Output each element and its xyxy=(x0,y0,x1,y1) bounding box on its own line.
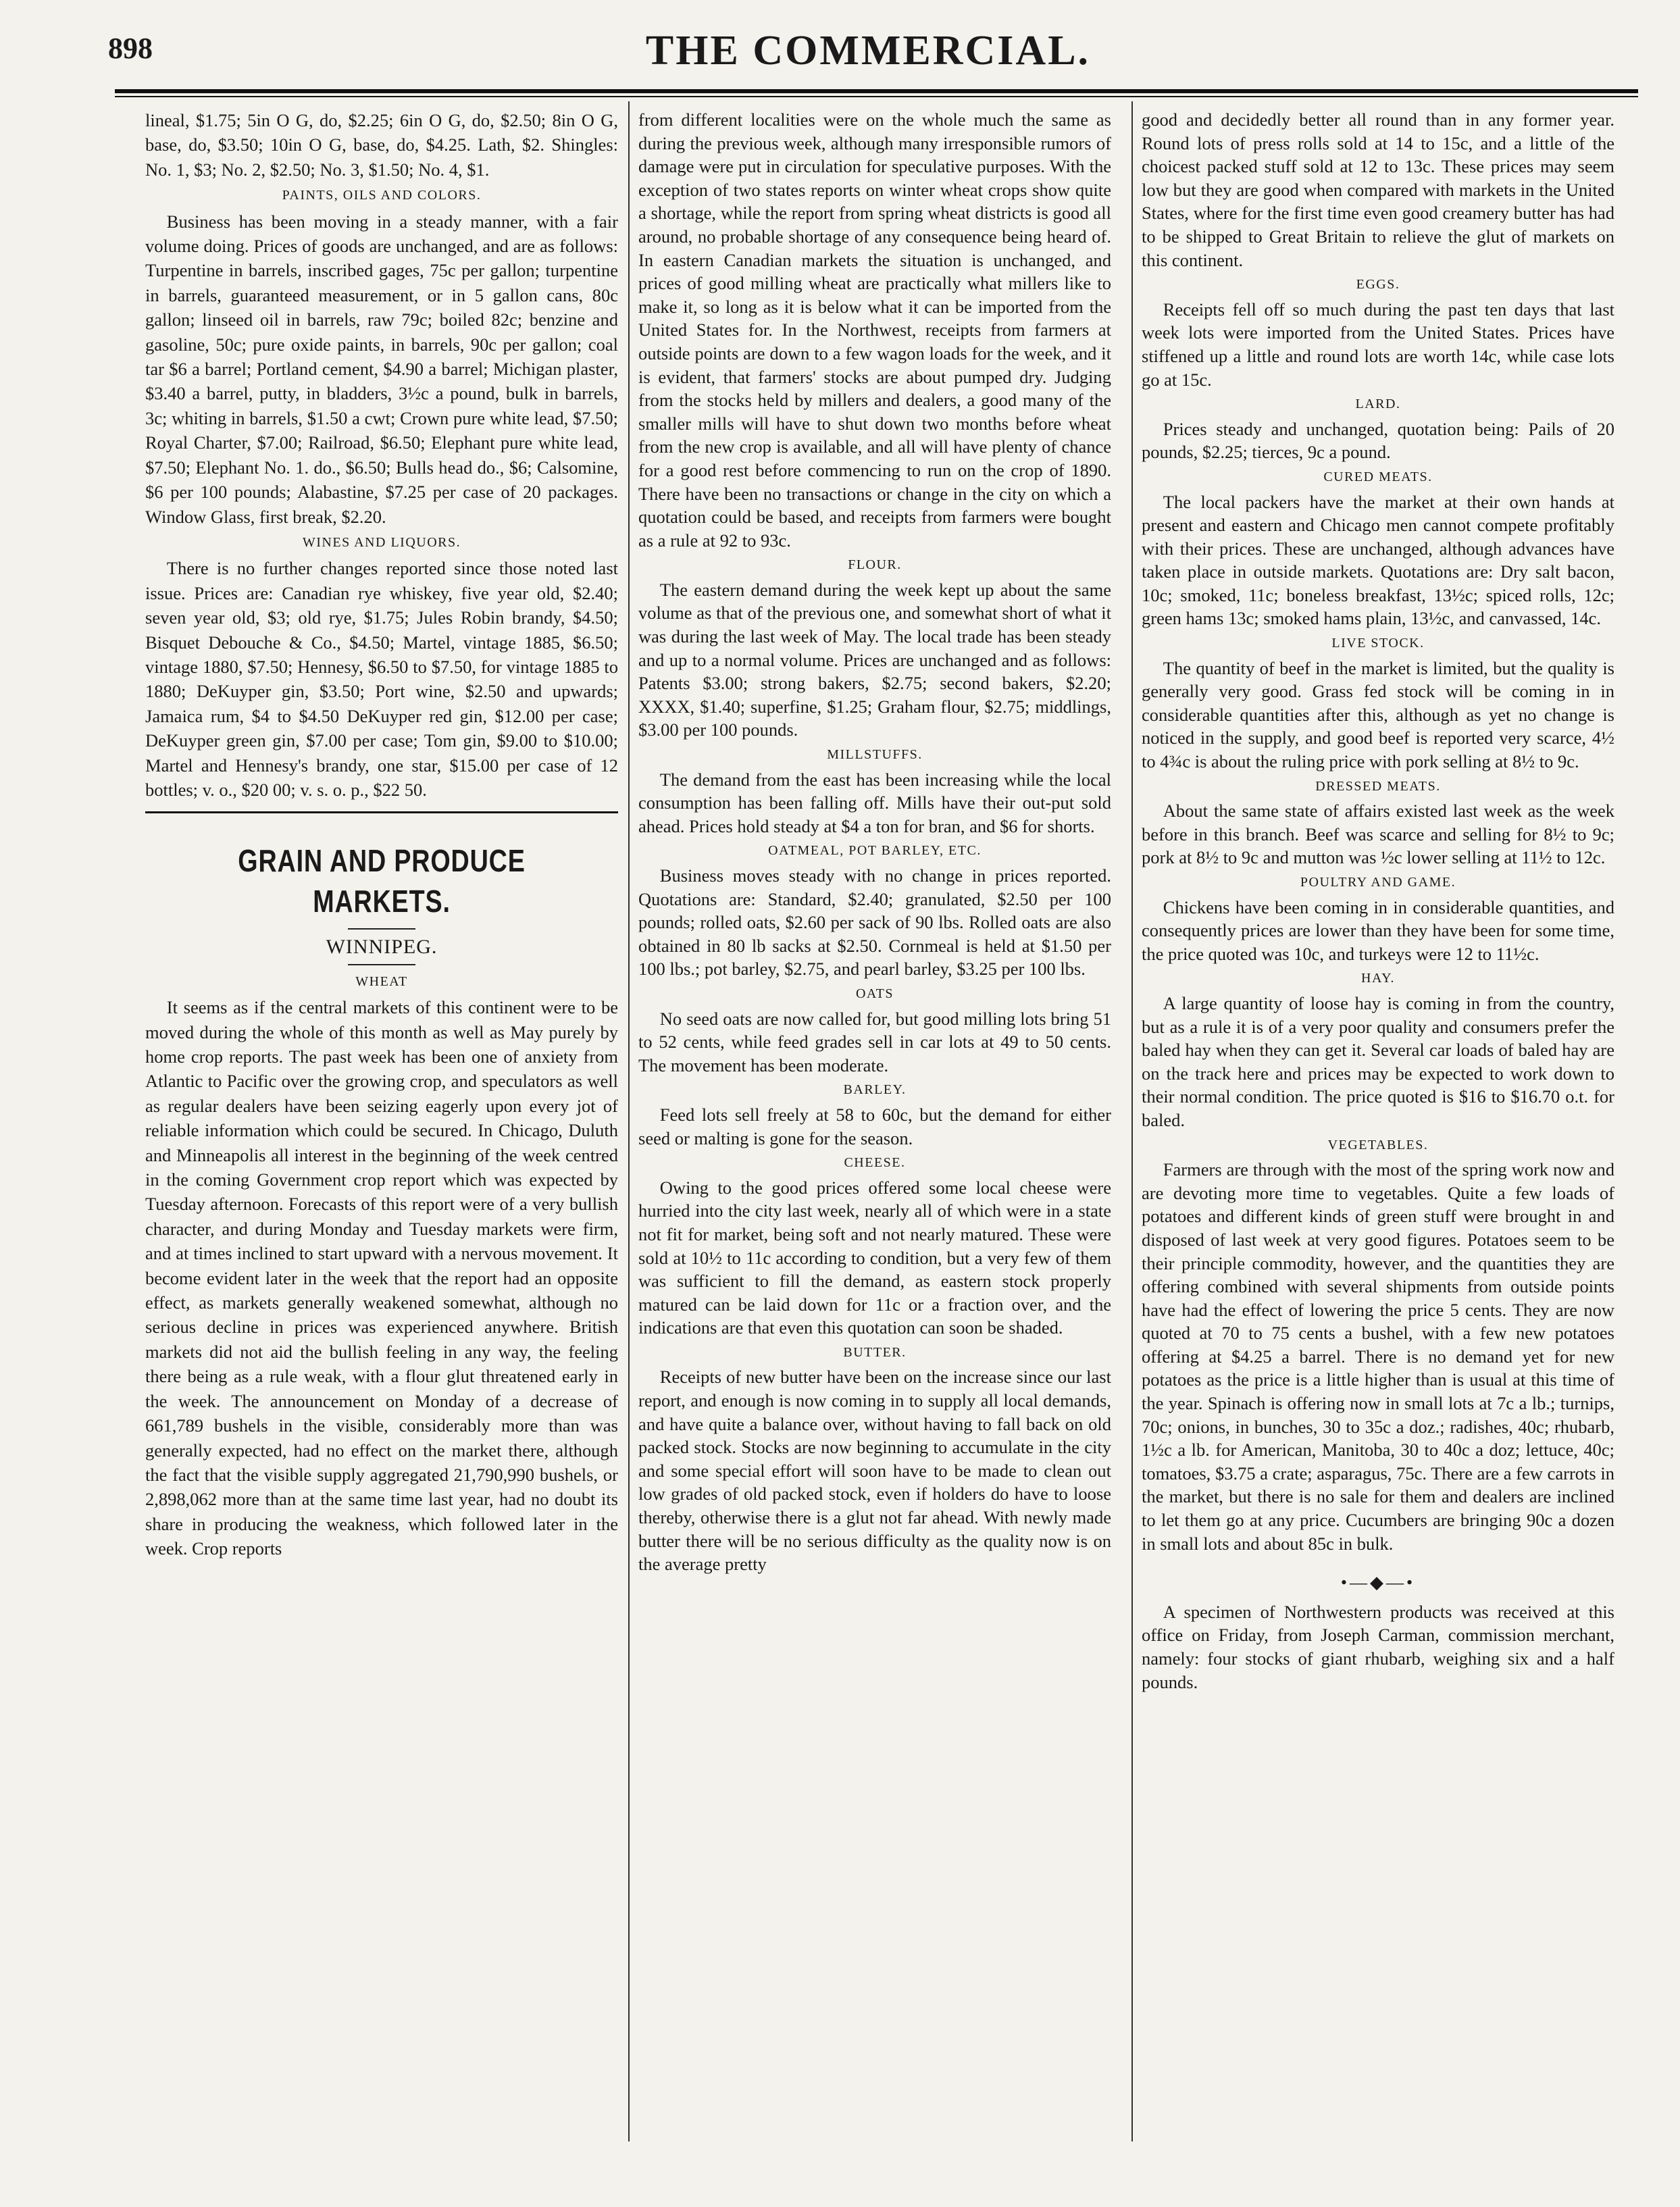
dressed-meats-text: About the same state of affairs existed last week as the week before in this branch. Beef was scarce and selling for 8½ to 9c; pork at 8½ to 9c and mutton was ½c lower selling at 11½ to 12c. xyxy=(1142,801,1614,868)
oats-heading: OATS xyxy=(855,986,894,1001)
masthead-rule-thick xyxy=(115,89,1638,93)
hay-heading: HAY. xyxy=(1361,971,1395,986)
oats-text: No seed oats are now called for, but good milling lots bring 51 to 52 cents, while feed grades sell in car lots at 49 to 50 cents. The movement has been moderate. xyxy=(638,1008,1111,1075)
column-rule-1 xyxy=(628,101,630,2141)
cured-meats-heading: CURED MEATS. xyxy=(1323,469,1433,484)
millstuffs-heading: MILLSTUFFS. xyxy=(827,747,923,763)
dressed-meats-heading: DRESSED MEATS. xyxy=(1315,778,1441,794)
short-rule xyxy=(348,928,415,930)
wines-text: There is no further changes reported since those noted last issue. Prices are: Canadian rye whiskey, five year old, $2.40; seven year old, $3; old rye, $1.75; Jules Robin brandy, $4.50; Bisquet Debouche & Co., $4.50; Martel, vintage 1885, $6.50; vintage 1880, $7.50; Hennesy, $6.50 to $7.50, for vintage 1885 to 1880; DeKuyper gin, $3.50; Port wine, $2.50 and upwards; Jamaica rum, $4 to $4.50 DeKuyper red gin, $12.00 per case; DeKuyper green gin, $7.00 per case; Tom gin, $9.00 to $10.00; Martel and Hennesy's brandy, one star, $15.00 per case of 12 bottles; v. o., $20 00; v. s. o. p., $22 50. xyxy=(145,558,618,800)
specimen-text: A specimen of Northwestern products was received at this office on Friday, from Joseph Carman, commission merchant, namely: four stocks of giant rhubarb, weighing six and a half pounds. xyxy=(1142,1601,1614,1692)
millstuffs-text: The demand from the east has been increasing while the local consumption has been falling off. Mills have their out-put sold ahead. Prices hold steady at $4 a ton for bran, and $6 for shorts. xyxy=(638,769,1111,836)
eggs-text: Receipts fell off so much during the past ten days that last week lots were imported from the United States. Prices have stiffened up a little and round lots are worth 14c, while case lots go at 15c. xyxy=(1142,299,1614,390)
live-stock-heading: LIVE STOCK. xyxy=(1331,636,1425,651)
oatmeal-heading: OATMEAL, POT BARLEY, ETC. xyxy=(768,843,982,859)
oatmeal-text: Business moves steady with no change in prices reported. Quotations are: Standard, $2.40; granulated, $2.50 per 100 pounds; rolled oats, $2.60 per sack of 90 lbs. Rolled oats are also obtained in 80 lb sacks at $2.50. Cornmeal is held at $1.50 per 100 lbs.; pot barley, $2.75, and pearl barley, $3.25 per 100 lbs. xyxy=(638,865,1111,980)
paints-text: Business has been moving in a steady manner, with a fair volume doing. Prices of goods are unchanged, and are as follows: Turpentine in barrels, inscribed gages, 75c per gallon; turpentine in barrels, guaranteed measurement, or in 5 gallon cans, 80c gallon; linseed oil in barrels, raw 79c; boiled 82c; benzine and gasoline, 50c; pure oxide paints, in barrels, 90c per gallon; coal tar $6 a barrel; Portland cement, $4.90 a barrel; Michigan plaster, $3.40 a barrel, putty, in bladders, 3½c a pound, bulk in barrels, 3c; whiting in barrels, $1.50 a cwt; Crown pure white lead, $7.50; Royal Charter, $7.00; Railroad, $6.50; Elephant pure white lead, $7.50; Elephant No. 1. do., $6.50; Bulls head do., $6; Calsomine, $6 per 100 pounds; Alabastine, $7.25 per case of 20 packages. Window Glass, first break, $2.20. xyxy=(145,211,618,527)
wheat-text: It seems as if the central markets of this continent were to be moved during the whole of this month as well as May purely by home crop reports. The past week has been one of anxiety from Atlantic to Pacific over the growing crop, and speculators as well as regular dealers have been seizing eagerly upon every jot of reliable information which could be secured. In Chicago, Duluth and Minneapolis all interest in the beginning of the week centred in the coming Government crop report which was expected by Tuesday afternoon. Forecasts of this report were of a very bullish character, and during Monday and Tuesday markets were firm, and at times inclined to start upward with a nervous movement. It become evident later in the week that the report had an opposite effect, as markets generally weakened somewhat, although no serious decline in prices was experienced anywhere. British markets did not aid the bullish feeling in any way, the feeling there being as a rule weak, with a flour glut threatened early in the week. The announcement on Monday of a decrease of 661,789 bushels in the visible, considerably more than was generally expected, had no effect on the market there, although the fact that the visible supply aggregated 21,790,990 bushels, or 2,898,062 more than at the same time last year, had no doubt its share in producing the weakness, which followed later in the week. Crop reports xyxy=(145,997,618,1559)
poultry-text: Chickens have been coming in in considerable quantities, and consequently prices are lower than they have been for some time, the price quoted was 10c, and turkeys were 12 to 11½c. xyxy=(1142,896,1614,964)
flour-heading: FLOUR. xyxy=(848,557,902,573)
lard-heading: LARD. xyxy=(1355,397,1401,412)
cheese-heading: CHEESE. xyxy=(844,1155,906,1171)
masthead xyxy=(108,27,1628,88)
winnipeg-heading: WINNIPEG. xyxy=(326,936,438,959)
butter-heading: BUTTER. xyxy=(843,1344,907,1360)
page-number: 898 xyxy=(108,32,153,65)
section-rule xyxy=(145,811,618,813)
cured-meats-text: The local packers have the market at their own hands at present and eastern and Chicago men cannot compete profitably with their prices. These are unchanged, although advances have taken place in outside markets. Quotations are: Dry salt bacon, 10c; smoked, 11c; boneless breakfast, 13½c; spiced rolls, 12c; green hams 13c; smoked hams plain, 13½c, and canvassed, 14c. xyxy=(1142,491,1614,629)
barley-text: Feed lots sell freely at 58 to 60c, but the demand for either seed or malting is gone for the season. xyxy=(638,1104,1111,1148)
short-rule xyxy=(348,964,415,965)
paints-heading: PAINTS, OILS AND COLORS. xyxy=(282,188,482,203)
lumber-prices-text: lineal, $1.75; 5in O G, do, $2.25; 6in O G, do, $2.50; 8in O G, base, do, $3.50; 10in O G, base, do, $4.25. Lath, $2. Shingles: No. 1, $3; No. 2, $2.50; No. 3, $1.50; No. 4, $1. xyxy=(145,110,618,180)
grain-markets-heading: GRAIN AND PRODUCE MARKETS. xyxy=(238,843,526,919)
butter-text-continued: good and decidedly better all round than in any former year. Round lots of press rolls sold at 14 to 15c, and a little of the choicest packed stuff sold at 12 to 13c. These prices may seem low but they are good when compared with markets in the United States, where for the first time even good creamery butter has had to be shipped to Great Britain to relieve the glut of markets on this continent. xyxy=(1142,109,1614,270)
poultry-heading: POULTRY AND GAME. xyxy=(1300,875,1456,890)
eggs-heading: EGGS. xyxy=(1356,277,1400,293)
vegetables-heading: VEGETABLES. xyxy=(1327,1137,1429,1152)
column-1 xyxy=(145,108,618,1561)
column-3 xyxy=(1142,108,1614,1694)
journal-title: THE COMMERCIAL. xyxy=(645,28,1091,74)
lard-text: Prices steady and unchanged, quotation being: Pails of 20 pounds, $2.25; tierces, 9c a pound. xyxy=(1142,418,1614,463)
ornament-divider: •—◆—• xyxy=(1340,1573,1416,1593)
barley-heading: BARLEY. xyxy=(843,1082,907,1098)
cheese-text: Owing to the good prices offered some local cheese were hurried into the city last week, nearly all of which were in a state not fit for market, being soft and not nearly matured. These were sold at 10½ to 11c according to condition, but a very few of them was sufficient to fill the demand, as eastern stock properly matured can be laid down for 11c or a fraction over, and the indications are that even this quotation can soon be shaded. xyxy=(638,1177,1111,1338)
butter-text: Receipts of new butter have been on the increase since our last report, and enough is now coming in to supply all local demands, and have quite a balance over, without having to fall back on old packed stock. Stocks are now beginning to accumulate in the city and some special effort will soon have to be made to clean out low grades of old packed stock, even if holders do have to loose thereby, otherwise there is a glut not far ahead. With newly made butter there will be no serious difficulty as the quality now is on the average pretty xyxy=(638,1367,1111,1575)
wheat-heading: WHEAT xyxy=(355,973,408,989)
masthead-rule-thin xyxy=(115,96,1638,97)
wines-heading: WINES AND LIQUORS. xyxy=(302,534,461,550)
flour-text: The eastern demand during the week kept up about the same volume as that of the previous one, and somewhat short of what it was during the last week of May. The local trade has been steady and up to a normal volume. Prices are unchanged and as follows: Patents $3.00; strong bakers, $2.75; second bakers, $2.20; XXXX, $1.40; superfine, $1.25; Graham flour, $2.75; middlings, $3.00 per 100 pounds. xyxy=(638,579,1111,740)
wheat-text-continued: from different localities were on the whole much the same as during the previous week, although many irresponsible rumors of damage were put in circulation for speculative purposes. With the exception of two states reports on winter wheat crops show quite a shortage, while the report from spring wheat districts is good all around, no probable shortage of any consequence being heard of. In eastern Canadian markets the situation is unchanged, and prices of good milling wheat are practically what millers like to make it, so long as it is below what it can be imported from the United States for. In the Northwest, receipts from farmers at outside points are down to a few wagon loads for the week, and it is evident, that farmers' stocks are about pumped dry. Judging from the stocks held by millers and dealers, a good many of the smaller mills will have to shut down two months before wheat from the new crop is available, and all will have plenty of chance for a good rest before commencing to run on the crop of 1890. There have been no transactions or change in the city on which a quotation could be based, and receipts from farmers were bought as a rule at 92 to 93c. xyxy=(638,109,1111,551)
column-rule-2 xyxy=(1131,101,1133,2141)
hay-text: A large quantity of loose hay is coming in from the country, but as a rule it is of a very poor quality and consumers prefer the baled hay when they can get it. Several car loads of baled hay are on the track here and prices may be expected to work down to their normal condition. The price quoted is $16 to $16.70 o.t. for baled. xyxy=(1142,992,1614,1130)
live-stock-text: The quantity of beef in the market is limited, but the quality is generally very good. Grass fed stock will be coming in in considerable quantities after this, although as yet no change is noticed in the supply, and good beef is reported very scarce, 4½ to 4¾c is about the ruling price with pork selling at 8½ to 9c. xyxy=(1142,657,1614,772)
vegetables-text: Farmers are through with the most of the spring work now and are devoting more time to vegetables. Quite a few loads of potatoes and different kinds of green stuff were brought in and disposed of last week at very good figures. Potatoes seem to be their principle commodity, however, and the quantities they are offering combined with several shipments from outside points have had the effect of lowering the price 5 cents. They are now quoted at 70 to 75 cents a bushel, with a few new potatoes offering at $4.25 a barrel. There is no demand yet for new potatoes as the price is a little higher than is usual at this time of the year. Spinach is offering now in small lots at 7c a lb.; turnips, 70c; onions, in bunches, 30 to 35c a doz.; radishes, 40c; rhubarb, 1½c a lb. for American, Manitoba, 30 to 40c a doz; lettuce, 40c; tomatoes, $3.75 a crate; asparagus, 75c. There are a few carrots in the market, but there is no sale for them and dealers are inclined to let them go at any price. Cucumbers are bringing 90c a dozen in small lots and about 85c in bulk. xyxy=(1142,1159,1614,1554)
column-2 xyxy=(638,108,1111,1576)
